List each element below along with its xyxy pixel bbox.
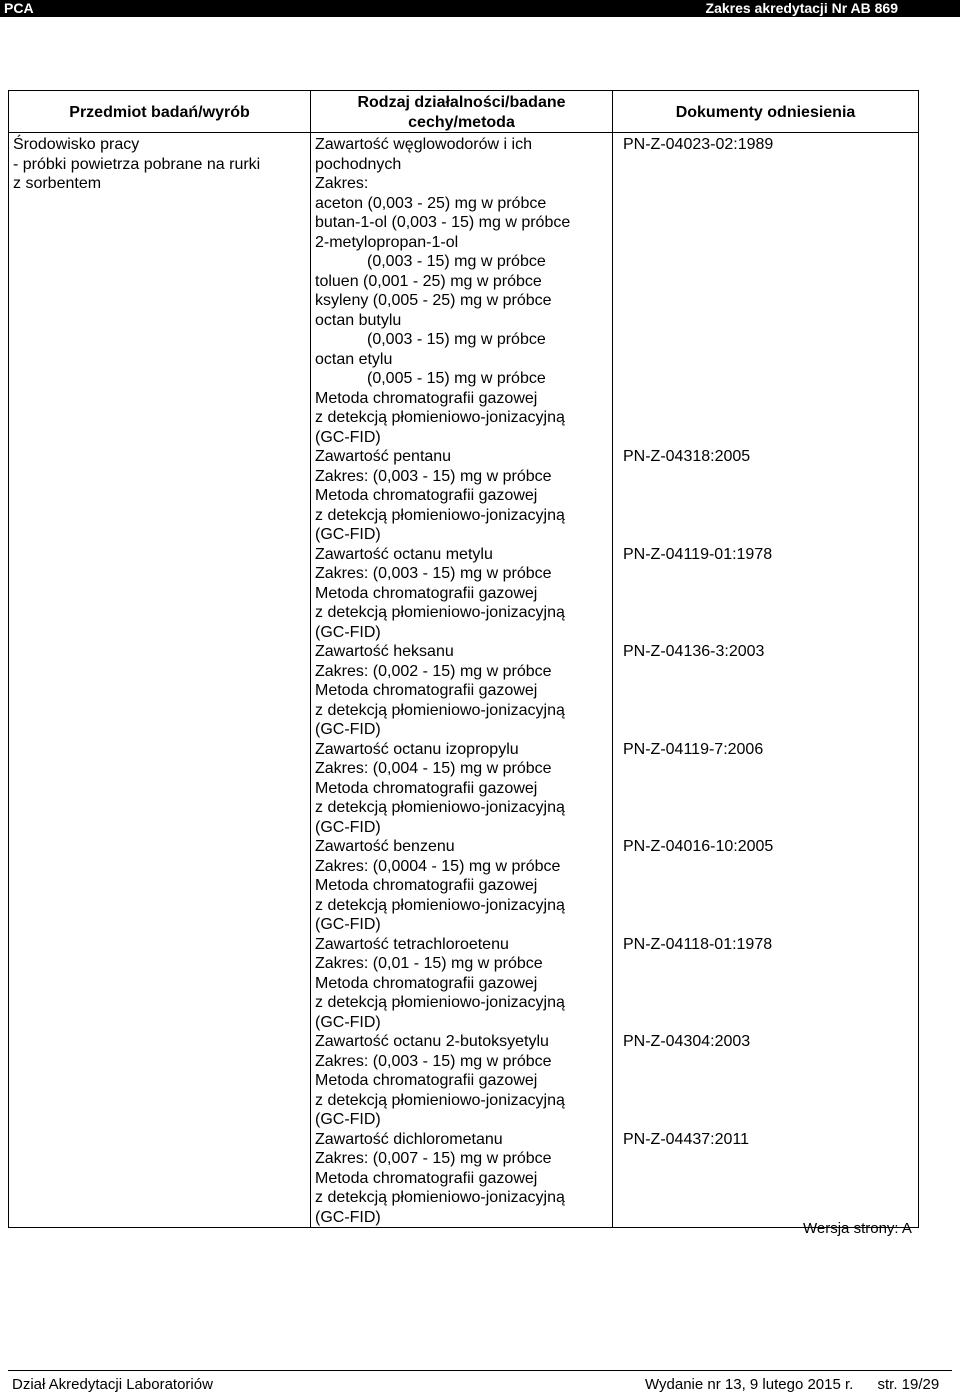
accreditation-scope-table [8, 90, 919, 1228]
subject-line: Środowisko pracy [13, 136, 140, 153]
method-line: Zakres: (0,01 - 15) mg w próbce [315, 955, 543, 972]
header-org: PCA [4, 0, 34, 16]
reference-document: PN-Z-04437:2011 [623, 1130, 749, 1148]
method-cell [311, 133, 613, 1228]
reference-document: PN-Z-04318:2005 [623, 448, 751, 465]
method-line: Metoda chromatografii gazowej [315, 584, 538, 602]
document-spacer [617, 1052, 914, 1130]
document-spacer [617, 155, 914, 448]
method-line: Zawartość węglowodorów i ich [315, 136, 532, 153]
method-line: z detekcją płomieniowo-jonizacyjną [315, 506, 565, 524]
table-header-row [9, 91, 919, 133]
method-line: z detekcją płomieniowo-jonizacyjną [315, 604, 565, 621]
method-line: 2-metylopropan-1-ol [315, 233, 459, 251]
subject-line: - próbki powietrza pobrane na rurki [13, 155, 261, 173]
method-block [315, 135, 608, 447]
method-line: z detekcją płomieniowo-jonizacyjną [315, 409, 565, 426]
method-line: z detekcją płomieniowo-jonizacyjną [315, 799, 565, 816]
method-line: Zawartość tetrachloroetenu [315, 935, 509, 953]
footer-edition-info [645, 1376, 959, 1393]
method-line: Zakres: (0,002 - 15) mg w próbce [315, 662, 552, 680]
method-line: Zawartość dichlorometanu [315, 1130, 503, 1148]
method-line: toluen (0,001 - 25) mg w próbce [315, 272, 542, 290]
method-line: Metoda chromatografii gazowej [315, 877, 538, 894]
method-block [315, 837, 608, 935]
header-documents: Dokumenty odniesienia [613, 91, 919, 133]
method-line: (GC-FID) [315, 1208, 381, 1226]
document-spacer [617, 954, 914, 1032]
method-line: Zakres: (0,003 - 15) mg w próbce [315, 467, 552, 485]
method-line: (0,003 - 15) mg w próbce [367, 253, 546, 270]
reference-document: PN-Z-04023-02:1989 [623, 136, 774, 153]
reference-document: PN-Z-04119-7:2006 [623, 740, 764, 758]
method-line: Zakres: (0,003 - 15) mg w próbce [315, 1052, 552, 1070]
method-block [315, 545, 608, 643]
method-line: Zawartość benzenu [315, 838, 455, 855]
method-line: z detekcją płomieniowo-jonizacyjną [315, 994, 565, 1011]
method-line: Zawartość heksanu [315, 643, 454, 660]
footer-edition: Wydanie nr 13, 9 lutego 2015 r. [645, 1376, 854, 1393]
document-spacer [617, 857, 914, 935]
method-line: (GC-FID) [315, 526, 381, 543]
table-row [9, 133, 919, 1228]
method-block [315, 1130, 608, 1228]
method-line: z detekcją płomieniowo-jonizacyjną [315, 1091, 565, 1109]
method-line: pochodnych [315, 155, 402, 173]
method-line: octan butylu [315, 311, 402, 329]
subject-line: z sorbentem [13, 175, 102, 192]
document-spacer [617, 662, 914, 740]
method-line: (GC-FID) [315, 428, 381, 446]
reference-document: PN-Z-04136-3:2003 [623, 643, 765, 660]
method-block [315, 935, 608, 1033]
method-line: Zakres: (0,004 - 15) mg w próbce [315, 760, 552, 777]
subject-cell [9, 133, 311, 1228]
document-spacer [617, 564, 914, 642]
method-block [315, 447, 608, 545]
method-line: (GC-FID) [315, 1013, 381, 1031]
header-bar [0, 0, 960, 17]
method-line: Metoda chromatografii gazowej [315, 779, 538, 797]
header-title: Zakres akredytacji Nr AB 869 [705, 0, 898, 16]
document-spacer [617, 467, 914, 545]
method-line: (GC-FID) [315, 1111, 381, 1128]
method-line: Metoda chromatografii gazowej [315, 1072, 538, 1089]
method-line: Zakres: (0,007 - 15) mg w próbce [315, 1150, 552, 1167]
footer-department: Dział Akredytacji Laboratoriów [12, 1376, 213, 1393]
method-line: (GC-FID) [315, 818, 381, 836]
method-line: (GC-FID) [315, 916, 381, 933]
method-line: ksyleny (0,005 - 25) mg w próbce [315, 292, 552, 309]
method-block [315, 1032, 608, 1130]
header-method: Rodzaj działalności/badane cechy/metoda [311, 91, 613, 133]
document-spacer [617, 759, 914, 837]
method-line: Zakres: [315, 175, 369, 192]
method-block [315, 740, 608, 838]
method-line: Zawartość pentanu [315, 448, 452, 465]
method-line: (GC-FID) [315, 623, 381, 641]
documents-cell [613, 133, 919, 1228]
page-version: Wersja strony: A [803, 1220, 912, 1237]
reference-document: PN-Z-04016-10:2005 [623, 838, 774, 855]
reference-document: PN-Z-04119-01:1978 [623, 545, 773, 563]
header-subject: Przedmiot badań/wyrób [9, 91, 311, 133]
method-line: butan-1-ol (0,003 - 15) mg w próbce [315, 214, 571, 231]
method-line: z detekcją płomieniowo-jonizacyjną [315, 1189, 565, 1206]
method-line: Metoda chromatografii gazowej [315, 389, 538, 407]
method-line: Zawartość octanu metylu [315, 545, 493, 563]
method-line: Zawartość octanu 2-butoksyetylu [315, 1033, 549, 1050]
method-line: (0,003 - 15) mg w próbce [367, 331, 546, 348]
footer-page-number: str. 19/29 [877, 1376, 940, 1393]
reference-document: PN-Z-04304:2003 [623, 1033, 751, 1050]
method-line: Metoda chromatografii gazowej [315, 682, 538, 699]
method-line: Zakres: (0,003 - 15) mg w próbce [315, 565, 552, 582]
method-line: aceton (0,003 - 25) mg w próbce [315, 194, 547, 212]
method-line: Metoda chromatografii gazowej [315, 487, 538, 504]
reference-document: PN-Z-04118-01:1978 [623, 935, 773, 953]
method-block [315, 642, 608, 740]
method-line: Metoda chromatografii gazowej [315, 1169, 538, 1187]
footer-divider [8, 1370, 952, 1371]
method-line: z detekcją płomieniowo-jonizacyjną [315, 896, 565, 914]
method-line: (GC-FID) [315, 721, 381, 738]
method-line: (0,005 - 15) mg w próbce [367, 370, 546, 387]
method-line: Zawartość octanu izopropylu [315, 740, 519, 758]
method-line: Zakres: (0,0004 - 15) mg w próbce [315, 857, 561, 875]
method-line: z detekcją płomieniowo-jonizacyjną [315, 701, 565, 719]
method-line: octan etylu [315, 350, 393, 368]
method-line: Metoda chromatografii gazowej [315, 974, 538, 992]
